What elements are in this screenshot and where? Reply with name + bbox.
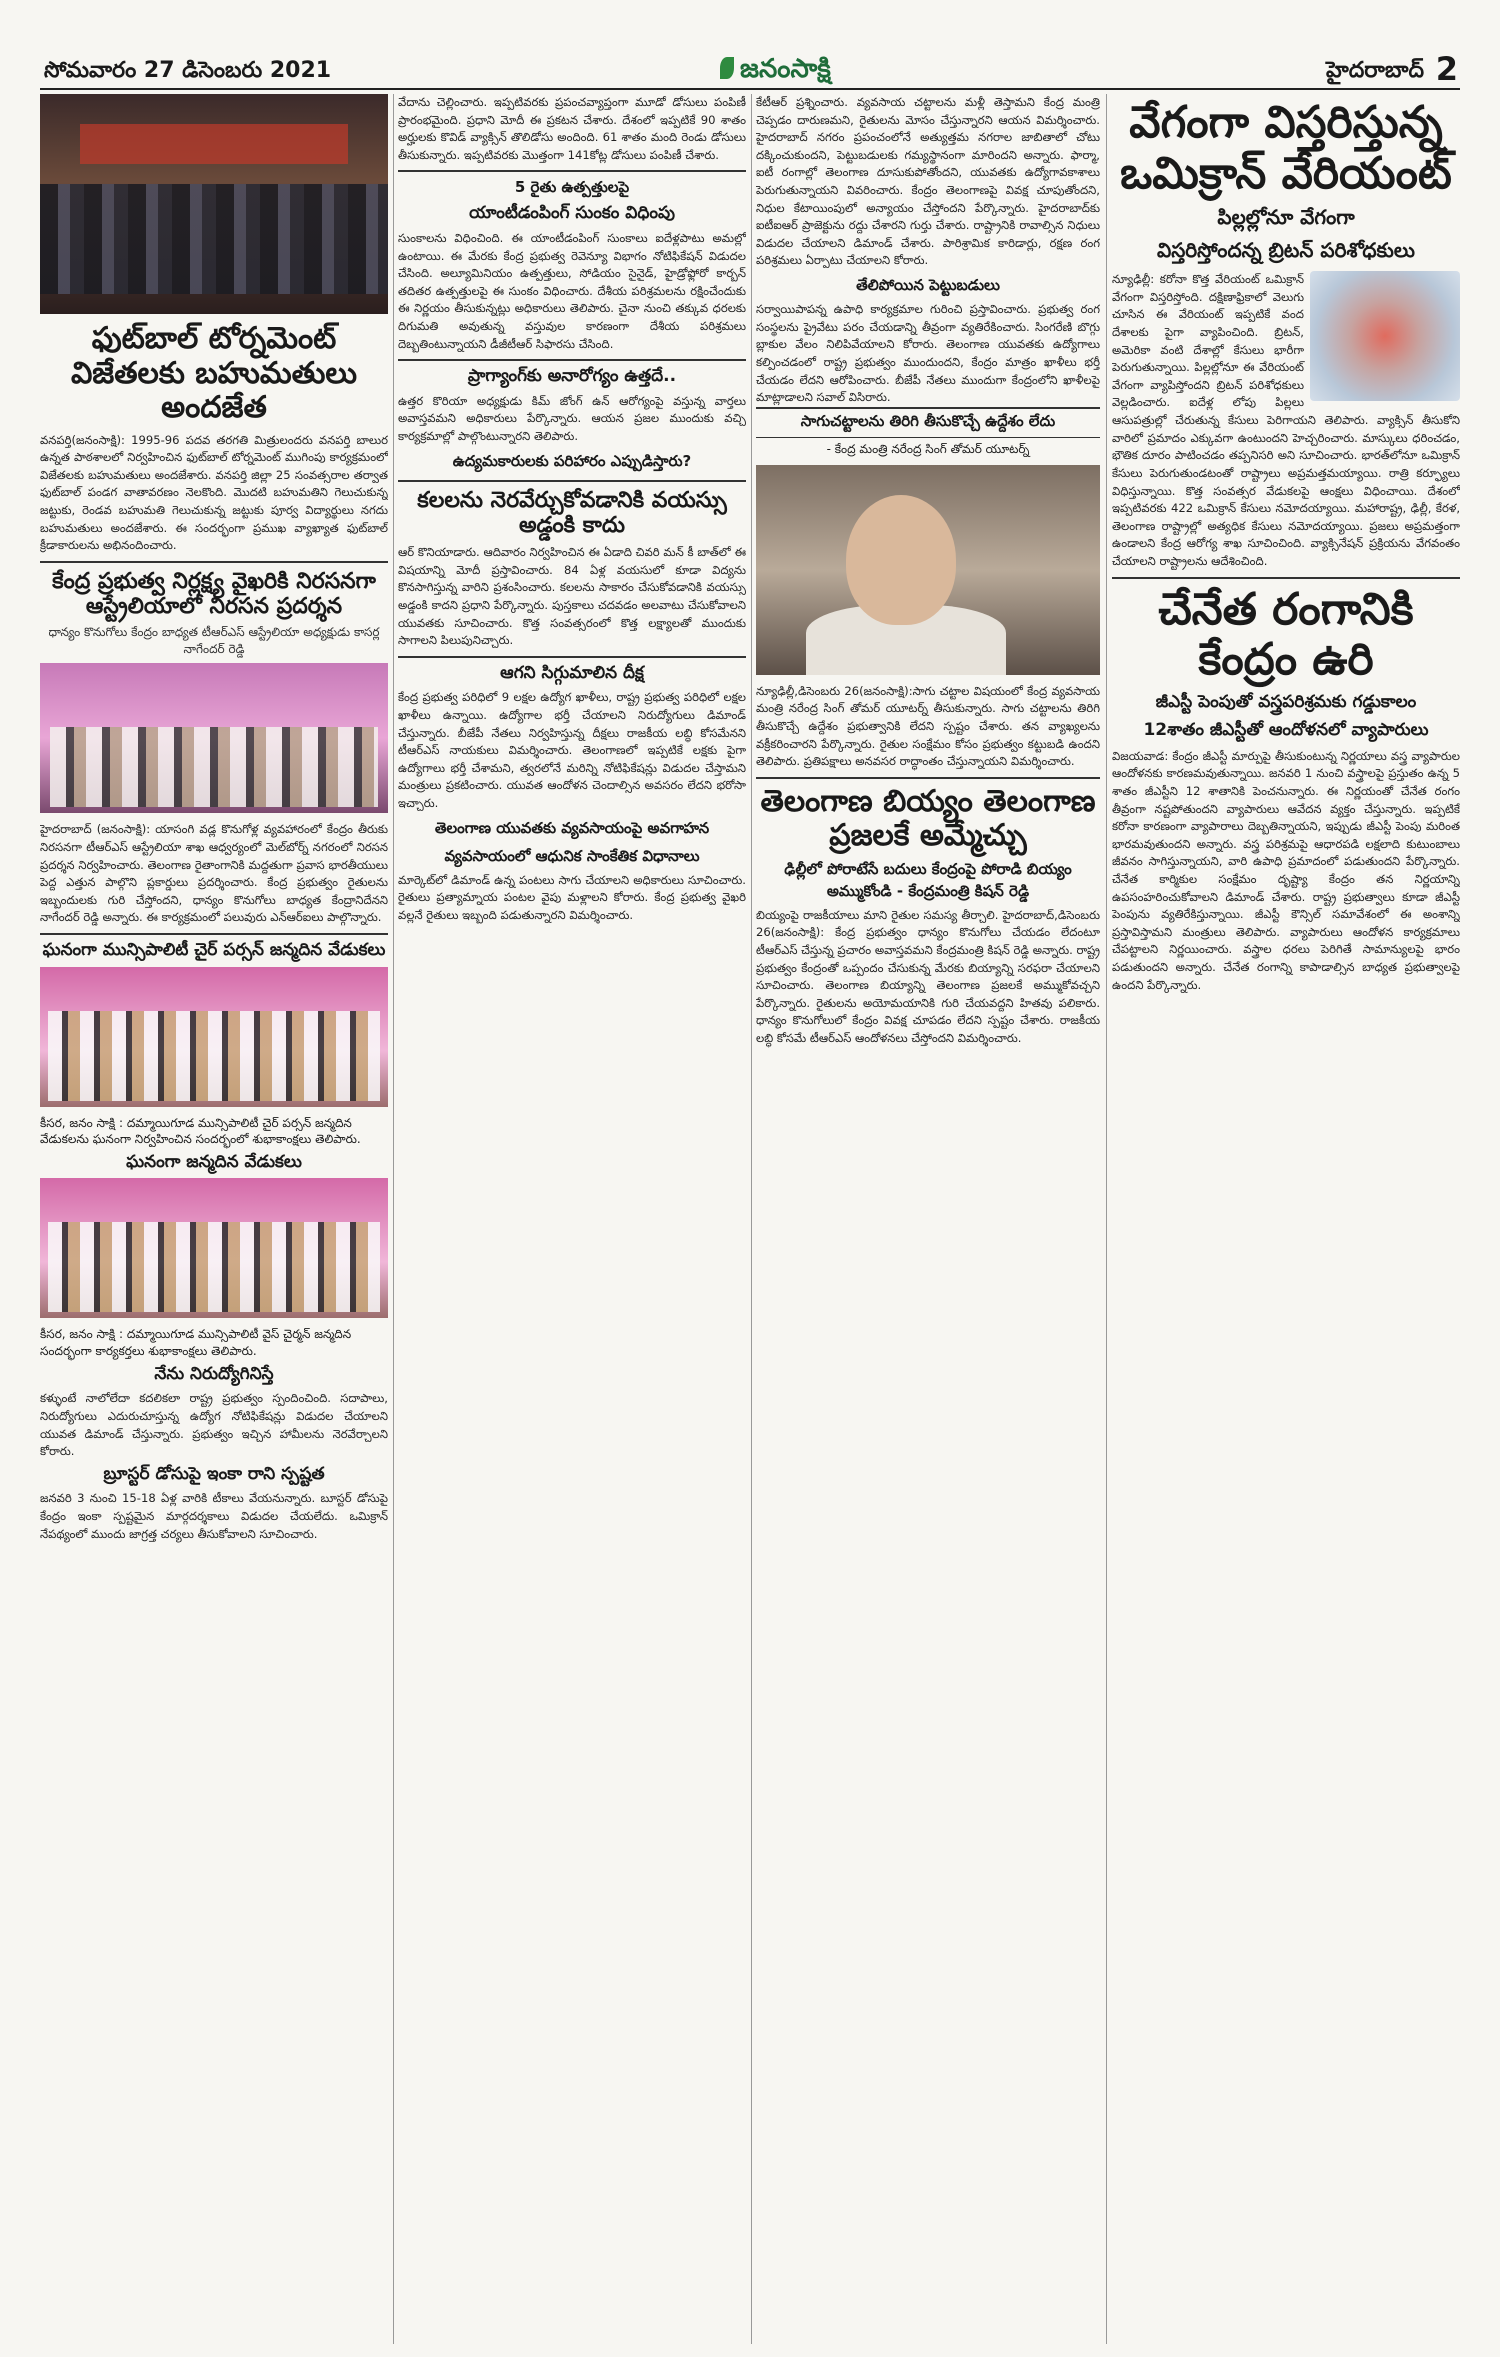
column-3 xyxy=(756,94,1100,2344)
section-rule xyxy=(40,933,388,935)
section-rule xyxy=(1112,577,1460,579)
article-headline: తెలంగాణ బియ్యం తెలంగాణ ప్రజలకే అమ్మేచ్చు xyxy=(760,783,1096,854)
photo-people xyxy=(40,184,388,294)
article-body: న్యూఢిల్లీ: కరోనా కొత్త వేరియంట్‌ ఒమిక్రాన్‌ వేగంగా విస్తరిస్తోంది. దక్షిణాఫ్రికాలో వెలుగు చూసిన ఈ వేరియంట్‌ ఇప్పటికే వంద దేశాలకు పైగా వ్యాపించింది. బ్రిటన్‌, అమెరికా వంటి దేశాల్లో కేసులు భారీగా పెరుగుతున్నాయి. పిల్లల్లోనూ ఈ వేరియంట్‌ వేగంగా వ్యాపిస్తోందని బ్రిటన్‌ పరిశోధకులు వెల్లడించారు. ఐదేళ్ల లోపు పిల్లలు ఆసుపత్రుల్లో చేరుతున్న కేసులు పెరిగాయని తెలిపారు. వ్యాక్సిన్‌ తీసుకోని వారిలో ప్రమాదం ఎక్కువగా ఉంటుందని హెచ్చరించారు. మాస్కులు ధరించడం, భౌతిక దూరం పాటించడం తప్పనిసరి అని సూచించారు. భారత్‌లోనూ ఒమిక్రాన్‌ కేసులు పెరుగుతుండటంతో రాష్ట్రాలు అప్రమత్తమయ్యాయి. రాత్రి కర్ఫ్యూలు విధిస్తున్నాయి. కొత్త సంవత్సర వేడుకలపై ఆంక్షలు విధించాయి. దేశంలో ఇప్పటివరకు 422 ఒమిక్రాన్‌ కేసులు నమోదయ్యాయి. మహారాష్ట్ర, ఢిల్లీ, కేరళ, తెలంగాణ రాష్ట్రాల్లో అత్యధిక కేసులు నమోదయ్యాయి. ప్రజలు అప్రమత్తంగా ఉండాలని కేంద్ర ఆరోగ్య శాఖ సూచించింది. వ్యాక్సినేషన్‌ ప్రక్రియను వేగవంతం చేయాలని రాష్ట్రాలను ఆదేశించింది. xyxy=(1112,272,1460,568)
article-body: ఉత్తర కొరియా అధ్యక్షుడు కిమ్‌ జోంగ్‌ ఉన్‌ ఆరోగ్యంపై వస్తున్న వార్తలు అవాస్తవమని అధికారులు పేర్కొన్నారు. ఆయన ప్రజల ముందుకు వచ్చి కార్యక్రమాల్లో పాల్గొంటున్నారని తెలిపారు. xyxy=(398,393,746,444)
issue-date: సోమవారం 27 డిసెంబరు 2021 xyxy=(44,58,332,83)
article-subhead: తేలిపోయిన పెట్టుబడులు xyxy=(856,276,1000,295)
article-body: వనపర్తి(జనంసాక్షి): 1995-96 పదవ తరగతి మిత్రులందరు వనపర్తి బాలుర ఉన్నత పాఠశాలలో నిర్వహించిన ఫుట్‌బాల్‌ టోర్నమెంట్‌ ముగింపు కార్యక్రమంలో విజేతలకు బహుమతులు అందజేశారు. వనపర్తి జిల్లా 25 సంవత్సరాల తర్వాత ఫుట్‌బాల్‌ పండగ వాతావరణం నెలకొంది. మొదటి బహుమతిని గెలుచుకున్న జట్టుకు, రెండవ బహుమతి గెలుచుకున్న జట్టుకు పూర్వ విద్యార్థులు నగదు బహుమతులు అందజేశారు. ఈ సందర్భంగా ప్రముఖ వ్యాఖ్యాత ఫుట్‌బాల్‌ క్రీడాకారులను అభినందించారు. xyxy=(40,432,388,553)
article-headline: చేనేత రంగానికి కేంద్రం ఉరి xyxy=(1158,583,1414,686)
article-headline: కేంద్ర ప్రభుత్వ నిర్లక్ష్య వైఖరికి నిరసనగా ఆస్ట్రేలియాలో నిరసన ప్రదర్శన xyxy=(52,568,376,620)
photo-people xyxy=(50,727,378,807)
column-divider xyxy=(393,94,394,2344)
edition-city: హైదరాబాద్ xyxy=(1326,58,1424,83)
article-body: జనవరి 3 నుంచి 15-18 ఏళ్ల వారికి టీకాలు వేయనున్నారు. బూస్టర్‌ డోసుపై కేంద్రం ఇంకా స్పష్టమైన మార్గదర్శకాలు విడుదల చేయలేదు. ఒమిక్రాన్‌ నేపథ్యంలో ముందు జాగ్రత్త చర్యలు తీసుకోవాలని సూచించారు. xyxy=(40,1491,388,1541)
newspaper-name: జనంసాక్షి xyxy=(740,54,831,84)
column-4 xyxy=(1112,94,1460,2344)
photo-caption: కీసర, జనం సాక్షి : దమ్మాయిగూడ మున్సిపాలిటీ వైస్‌ చైర్మన్‌ జన్మదిన సందర్భంగా కార్యకర్తలు శుభాకాంక్షలు తెలిపారు. xyxy=(40,1327,352,1358)
article-headline: బ్రూస్టర్‌ డోసుపై ఇంకా రాని స్పష్టత xyxy=(103,1463,325,1484)
article-subhead: వ్యవసాయంలో ఆధునిక సాంకేతిక విధానాలు xyxy=(444,846,700,865)
column-divider xyxy=(1106,94,1107,2344)
virus-illustration xyxy=(1310,271,1460,401)
article-body: సర్వాయిపాపన్న ఉపాధి కార్యక్రమాల గురించి ప్రస్తావించారు. ప్రభుత్వ రంగ సంస్థలను ప్రైవేటు పరం చేయడాన్ని తీవ్రంగా వ్యతిరేకించారు. సింగరేణి బొగ్గు బ్లాకుల వేలం నిలిపివేయాలని కోరారు. తెలంగాణ యువతకు ఉద్యోగాలు కల్పించడంలో రాష్ట్ర ప్రభుత్వం ముందుందని, కేంద్రం మాత్రం ఖాళీలు భర్తీ చేయడం లేదని ఆరోపించారు. బీజేపీ నేతలు ముందుగా కేంద్రంలోని ఖాళీలపై మాట్లాడాలని సవాల్‌ విసిరారు. xyxy=(756,302,1100,405)
article-subhead: ఉద్యమకారులకు పరిహారం ఎప్పుడిస్తారు? xyxy=(452,451,692,470)
column-divider xyxy=(751,94,752,2344)
article-body: కేటీఆర్‌ ప్రశ్నించారు. వ్యవసాయ చట్టాలను మళ్లీ తెస్తామని కేంద్ర మంత్రి చెప్పడం దారుణమని, రైతులను మోసం చేస్తున్నారని ఆయన విమర్శించారు. హైదరాబాద్‌ నగరం ప్రపంచంలోనే అత్యుత్తమ నగరాల జాబితాలో చోటు దక్కించుకుందని, పెట్టుబడులకు గమ్యస్థానంగా మారిందని అన్నారు. ఫార్మా, ఐటీ రంగాల్లో తెలంగాణ దూసుకుపోతోందని, యువతకు ఉద్యోగావకాశాలు పెరుగుతున్నాయని వివరించారు. కేంద్రం తెలంగాణపై వివక్ష చూపుతోందని, నిధుల కేటాయింపులో అన్యాయం చేస్తోందని పేర్కొన్నారు. హైదరాబాద్‌కు ఐటీఐఆర్‌ ప్రాజెక్టును రద్దు చేశారని గుర్తు చేశారు. రాష్ట్రానికి రావాల్సిన నిధులు విడుదల చేయాలని డిమాండ్‌ చేశారు. పారిశ్రామిక కారిడార్లు, రక్షణ రంగ పరిశ్రమలు ఏర్పాటు చేయాలని కోరారు. xyxy=(756,95,1100,268)
article-subhead: జీఎస్టీ పెంపుతో వస్త్రపరిశ్రమకు గడ్డుకాలం xyxy=(1155,691,1417,712)
article-body: బియ్యంపై రాజకీయాలు మాని రైతుల సమస్య తీర్చాలి. హైదరాబాద్‌,డిసెంబరు 26(జనంసాక్షి): కేంద్ర ప్రభుత్వం ధాన్యం కొనుగోలు చేయడం లేదంటూ టీఆర్‌ఎస్‌ చేస్తున్న ప్రచారం అవాస్తవమని కేంద్రమంత్రి కిషన్‌ రెడ్డి అన్నారు. రాష్ట్ర ప్రభుత్వం కేంద్రంతో ఒప్పందం చేసుకున్న మేరకు బియ్యాన్ని సరఫరా చేయాలని సూచించారు. తెలంగాణ బియ్యాన్ని తెలంగాణ ప్రజలకే అమ్ముకోవచ్చని పేర్కొన్నారు. రైతులను అయోమయానికి గురి చేయవద్దని హితవు పలికారు. ధాన్యం కొనుగోలులో కేంద్రం వివక్ష చూపడం లేదని స్పష్టం చేశారు. రాజకీయ లబ్ధి కోసమే టీఆర్‌ఎస్‌ ఆందోళనలు చేస్తోందని విమర్శించారు. xyxy=(756,907,1100,1046)
section-rule xyxy=(398,359,746,361)
lead-subhead: విస్తరిస్తోందన్న బ్రిటన్‌ పరిశోధకులు xyxy=(1157,238,1415,263)
article-body: న్యూఢిల్లీ,డిసెంబరు 26(జనంసాక్షి):సాగు చట్టాల విషయంలో కేంద్ర వ్యవసాయ మంత్రి నరేంద్ర సింగ్‌ తోమర్‌ యూటర్న్‌ తీసుకున్నారు. సాగు చట్టాలను తిరిగి తీసుకొచ్చే ఉద్దేశం ప్రభుత్వానికి లేదని స్పష్టం చేశారు. తన వ్యాఖ్యలను వక్రీకరించారని పేర్కొన్నారు. రైతుల సంక్షేమం కోసం ప్రభుత్వం కట్టుబడి ఉందని తెలిపారు. ప్రతిపక్షాలు అనవసర రాద్ధాంతం చేస్తున్నాయని విమర్శించారు. xyxy=(756,683,1100,769)
section-rule xyxy=(398,656,746,658)
section-rule xyxy=(398,480,746,482)
newspaper-logo xyxy=(720,54,831,90)
football-team-photo xyxy=(40,94,388,314)
article-body: మార్కెట్‌లో డిమాండ్‌ ఉన్న పంటలు సాగు చేయాలని అధికారులు సూచించారు. రైతులు ప్రత్యామ్నాయ పంటల వైపు మళ్లాలని కోరారు. కేంద్ర ప్రభుత్వ వైఖరి వల్లనే రైతులు ఇబ్బంది పడుతున్నారని విమర్శించారు. xyxy=(398,872,746,922)
photo-banner xyxy=(80,124,348,164)
article-body: కేంద్ర ప్రభుత్వ పరిధిలో 9 లక్షల ఉద్యోగ ఖాళీలు, రాష్ట్ర ప్రభుత్వ పరిధిలో లక్షల ఖాళీలు ఉన్నాయి. ఉద్యోగాల భర్తీ చేయాలని నిరుద్యోగులు డిమాండ్‌ చేస్తున్నారు. బీజేపీ నేతలు నిర్వహిస్తున్న దీక్షలు రాజకీయ లబ్ధి కోసమేనని టీఆర్‌ఎస్‌ నాయకులు విమర్శించారు. తెలంగాణలో ఇప్పటికే లక్షకు పైగా ఉద్యోగాలు భర్తీ చేశామని, త్వరలోనే మరిన్ని నోటిఫికేషన్లు విడుదల చేస్తామని మంత్రులు ప్రకటించారు. యువత ఆందోళన చెందాల్సిన అవసరం లేదని భరోసా ఇచ్చారు. xyxy=(398,690,746,811)
masthead xyxy=(40,52,1460,90)
column-2 xyxy=(398,94,746,2344)
article-byline: ధాన్యం కొనుగోలు కేంద్రం బాధ్యత టీఆర్‌ఎస్‌ ఆస్ట్రేలియా అధ్యక్షుడు కాసర్ల నాగేందర్‌ రెడ్డి xyxy=(48,625,380,657)
article-headline: ఆగని సిగ్గుమాలిన దీక్ష xyxy=(500,662,644,683)
photo-caption: కీసర, జనం సాక్షి : దమ్మాయిగూడ మున్సిపాలిటీ చైర్‌ పర్సన్‌ జన్మదిన వేడుకలను ఘనంగా నిర్వహించిన సందర్భంలో శుభాకాంక్షలు తెలిపారు. xyxy=(40,1115,361,1146)
birthday-celebration-photo xyxy=(40,967,388,1107)
section-rule xyxy=(398,170,746,172)
article-body: సుంకాలను విధించింది. ఈ యాంటీడంపింగ్‌ సుంకాలు ఐదేళ్లపాటు అమల్లో ఉంటాయి. ఈ మేరకు కేంద్ర ప్రభుత్వ రెవెన్యూ విభాగం నోటిఫికేషన్‌ విడుదల చేసింది. అల్యూమినియం ఉత్పత్తులు, సోడియం సైనైడ్‌, హైడ్రోఫ్లోరో కార్బన్‌ తదితర ఉత్పత్తులపై ఈ సుంకం విధించారు. దేశీయ పరిశ్రమలను రక్షించేందుకు ఈ నిర్ణయం తీసుకున్నట్లు అధికారులు తెలిపారు. చైనా నుంచి తక్కువ ధరలకు దిగుమతి అవుతున్న వస్తువుల కారణంగా దేశీయ పరిశ్రమలు దెబ్బతింటున్నాయని డీజీటీఆర్‌ సిఫారసు చేసింది. xyxy=(398,230,746,351)
article-subhead: తెలంగాణ యువతకు వ్యవసాయంపై అవగాహన xyxy=(434,818,710,837)
photo-face xyxy=(846,495,956,625)
article-headline: ఫుట్‌బాల్‌ టోర్నమెంట్‌ విజేతలకు బహుమతులు అందజేత xyxy=(70,321,358,425)
article-body: విజయవాడ: కేంద్రం జీఎస్టీ మార్పుపై తీసుకుంటున్న నిర్ణయాలు వస్త్ర వ్యాపారుల ఆందోళనకు కారణమవుతున్నాయి. జనవరి 1 నుంచి వస్త్రాలపై ప్రస్తుతం ఉన్న 5 శాతం జీఎస్టీని 12 శాతానికి పెంచనున్నారు. ఈ నిర్ణయంతో చేనేత రంగం తీవ్రంగా నష్టపోతుందని వ్యాపారులు ఆవేదన వ్యక్తం చేస్తున్నారు. ఇప్పటికే కరోనా కారణంగా వ్యాపారాలు దెబ్బతిన్నాయని, ఇప్పుడు జీఎస్టీ పెంపు మరింత భారమవుతుందని అన్నారు. వస్త్ర పరిశ్రమపై ఆధారపడి లక్షలాది కుటుంబాలు జీవనం సాగిస్తున్నాయని, వారి ఉపాధి ప్రమాదంలో పడుతుందని పేర్కొన్నారు. చేనేత కార్మికుల సంక్షేమం దృష్ట్యా కేంద్రం తన నిర్ణయాన్ని ఉపసంహరించుకోవాలని డిమాండ్‌ చేశారు. రాష్ట్ర ప్రభుత్వాలు కూడా జీఎస్టీ పెంపును వ్యతిరేకిస్తున్నాయి. జీఎస్టీ కౌన్సిల్‌ సమావేశంలో ఈ అంశాన్ని ప్రస్తావిస్తామని మంత్రులు తెలిపారు. వ్యాపారులు ఆందోళన కార్యక్రమాలు చేపట్టాలని నిర్ణయించారు. వస్త్రాల ధరలు పెరిగితే సామాన్యులపై భారం పడుతుందని అన్నారు. చేనేత రంగాన్ని కాపాడాల్సిన బాధ్యత ప్రభుత్వాలపై ఉందని పేర్కొన్నారు. xyxy=(1112,748,1460,992)
column-1 xyxy=(40,94,388,2344)
article-subhead: ఢిల్లీలో పోరాటేసే బదులు కేంద్రంపై పోరాడి బియ్యం అమ్ముకోండి - కేంద్రమంత్రి కిషన్‌ రెడ్డి xyxy=(784,859,1072,900)
photo-people xyxy=(48,1222,380,1312)
leaf-icon xyxy=(720,57,734,79)
article-body: ఆర్ కొనియాడారు. ఆదివారం నిర్వహించిన ఈ ఏడాది చివరి మన్‌ కీ బాత్‌లో ఈ విషయాన్ని మోదీ ప్రస్తావించారు. 84 ఏళ్ల వయసులో కూడా విద్యను కొనసాగిస్తున్న వారిని ప్రశంసించారు. కలలను సాకారం చేసుకోవడానికి వయస్సు అడ్డంకి కాదని ప్రధాని పేర్కొన్నారు. పుస్తకాలు చదవడం అలవాటు చేసుకోవాలని యువతకు సూచించారు. కొత్త సంవత్సరంలో కొత్త లక్ష్యాలతో ముందుకు సాగాలని పిలుపునిచ్చారు. xyxy=(398,545,746,648)
quote-attribution: - కేంద్ర మంత్రి నరేంద్ర సింగ్‌ తోమర్‌ యూటర్న్‌ xyxy=(826,441,1030,456)
minister-photo xyxy=(756,465,1100,675)
lead-headline: వేగంగా విస్తరిస్తున్న ఒమిక్రాన్‌ వేరియంట్‌ xyxy=(1120,97,1452,199)
article-headline: నేను నిరుద్యోగినిస్తే xyxy=(154,1363,274,1384)
photo-people xyxy=(48,1011,380,1101)
article-body: కళ్ళుంటే నాలోలేదా కదలికలా రాష్ట్ర ప్రభుత్వం స్పందించింది. సదాపాలు, నిరుద్యోగులు ఎదురుచూస్తున్న ఉద్యోగ నోటిఫికేషన్లు విడుదల చేయాలని యువత డిమాండ్‌ చేస్తున్నారు. ప్రభుత్వం ఇచ్చిన హామీలను నెరవేర్చాలని కోరారు. xyxy=(40,1391,388,1459)
lead-subhead: పిల్లల్లోనూ వేగంగా xyxy=(1217,205,1355,230)
article-headline: కలలను నెరవేర్చుకోవడానికి వయస్సు అడ్డంకి కాదు xyxy=(417,487,727,538)
article-headline: ఘనంగా మున్సిపాలిటీ చైర్‌ పర్సన్‌ జన్మదిన వేడుకలు xyxy=(42,940,386,961)
article-headline: ప్రాగ్యాంగ్‌కు అనారోగ్యం ఉత్తదే.. xyxy=(467,366,677,387)
article-headline: సాగుచట్టాలను తిరిగి తీసుకొచ్చే ఉద్దేశం లేదు xyxy=(756,407,1100,438)
article-subhead: 12శాతం జీఎస్టీతో ఆందోళనలో వ్యాపారులు xyxy=(1143,719,1429,740)
article-body: హైదరాబాద్‌ (జనంసాక్షి): యాసంగి వడ్ల కొనుగోళ్ల వ్యవహారంలో కేంద్రం తీరుకు నిరసనగా టీఆర్‌ఎస్‌ ఆస్ట్రేలియా శాఖ ఆధ్వర్యంలో మెల్‌బోర్న్‌ నగరంలో నిరసన ప్రదర్శన నిర్వహించారు. తెలంగాణ రైతాంగానికి మద్దతుగా ప్రవాస భారతీయులు పెద్ద ఎత్తున పాల్గొని ప్లకార్డులు ప్రదర్శించారు. కేంద్ర ప్రభుత్వం రైతులను ఇబ్బందులకు గురి చేస్తోందని, ధాన్యం కొనుగోలు బాధ్యత కేంద్రానిదేనని నాగేందర్‌ రెడ్డి అన్నారు. ఈ కార్యక్రమంలో పలువురు ఎన్‌ఆర్‌ఐలు పాల్గొన్నారు. xyxy=(40,822,388,925)
page-number: 2 xyxy=(1435,50,1458,88)
article-kicker: 5 రైతు ఉత్పత్తులపై xyxy=(514,178,630,197)
protest-photo xyxy=(40,663,388,813)
article-headline: యాంటీడంపింగ్‌ సుంకం విధింపు xyxy=(469,203,675,224)
article-body: వేదాను చెల్లించారు. ఇప్పటివరకు ప్రపంచవ్యాప్తంగా మూడో డోసులు పంపిణీ ప్రారంభమైంది. ప్రధాని మోదీ ఈ ప్రకటన చేశారు. దేశంలో ఇప్పటికే 90 శాతం అర్హులకు కొవిడ్‌ వ్యాక్సిన్‌ తొలిడోసు అందింది. 61 శాతం మంది రెండు డోసులు తీసుకున్నారు. ఇప్పటివరకు మొత్తంగా 141కోట్ల డోసులు పంపిణీ చేశారు. xyxy=(398,95,746,162)
birthday-group-photo xyxy=(40,1178,388,1318)
section-rule xyxy=(40,561,388,563)
section-rule xyxy=(756,777,1100,779)
article-headline: ఘనంగా జన్మదిన వేడుకలు xyxy=(126,1151,302,1172)
